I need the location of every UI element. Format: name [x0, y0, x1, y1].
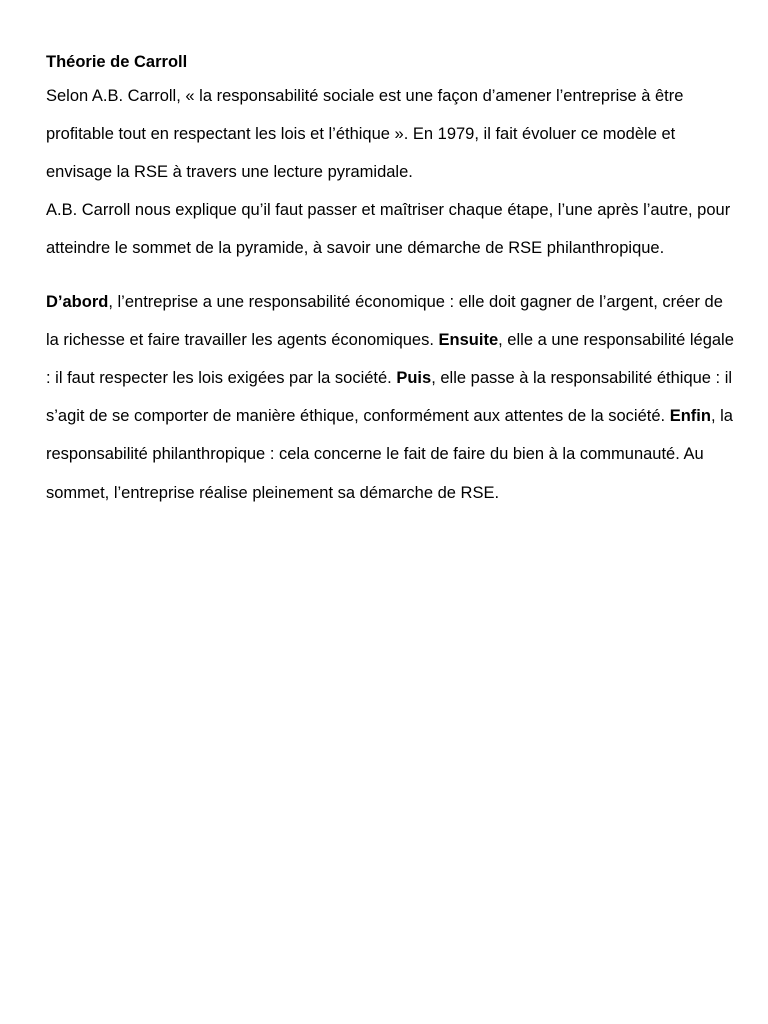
paragraph-spacer — [46, 268, 736, 283]
keyword-dabord: D’abord — [46, 292, 109, 311]
document-body — [46, 47, 736, 512]
text-legal: , elle a une responsabilité légale : il faut respecter les lois exigées par la société. — [46, 330, 734, 387]
text-ethical: , elle passe à la responsabilité éthique : il s’agit de se comporter de manière éthique, conformément aux attentes de la société. — [46, 368, 733, 426]
document-title: Théorie de Carroll — [46, 53, 188, 71]
paragraph-carroll-definition: Selon A.B. Carroll, « la responsabilité sociale est une façon d’amener l’entreprise à être profitable tout en respectant les lois et l’éthique ». En 1979, il fait évoluer ce modèle et envisage la RSE à travers une lecture pyramidale. — [46, 86, 684, 181]
paragraph-carroll-steps: A.B. Carroll nous explique qu’il faut passer et maîtriser chaque étape, l’une après l’autre, pour atteindre le sommet de la pyramide, à savoir une démarche de RSE philanthropique. — [46, 201, 731, 258]
text-economic: , l’entreprise a une responsabilité économique : elle doit gagner de l’argent, créer de la richesse et faire travailler les agents économiques. — [46, 292, 723, 349]
text-philanthropic: , la responsabilité philanthropique : cela concerne le fait de faire du bien à la communauté. Au sommet, l’entreprise réalise pleinement sa démarche de RSE. — [46, 407, 733, 502]
keyword-enfin: Enfin — [669, 407, 711, 426]
keyword-puis: Puis — [396, 368, 432, 387]
keyword-ensuite: Ensuite — [438, 330, 499, 349]
paragraph-pyramid-levels — [46, 283, 736, 512]
